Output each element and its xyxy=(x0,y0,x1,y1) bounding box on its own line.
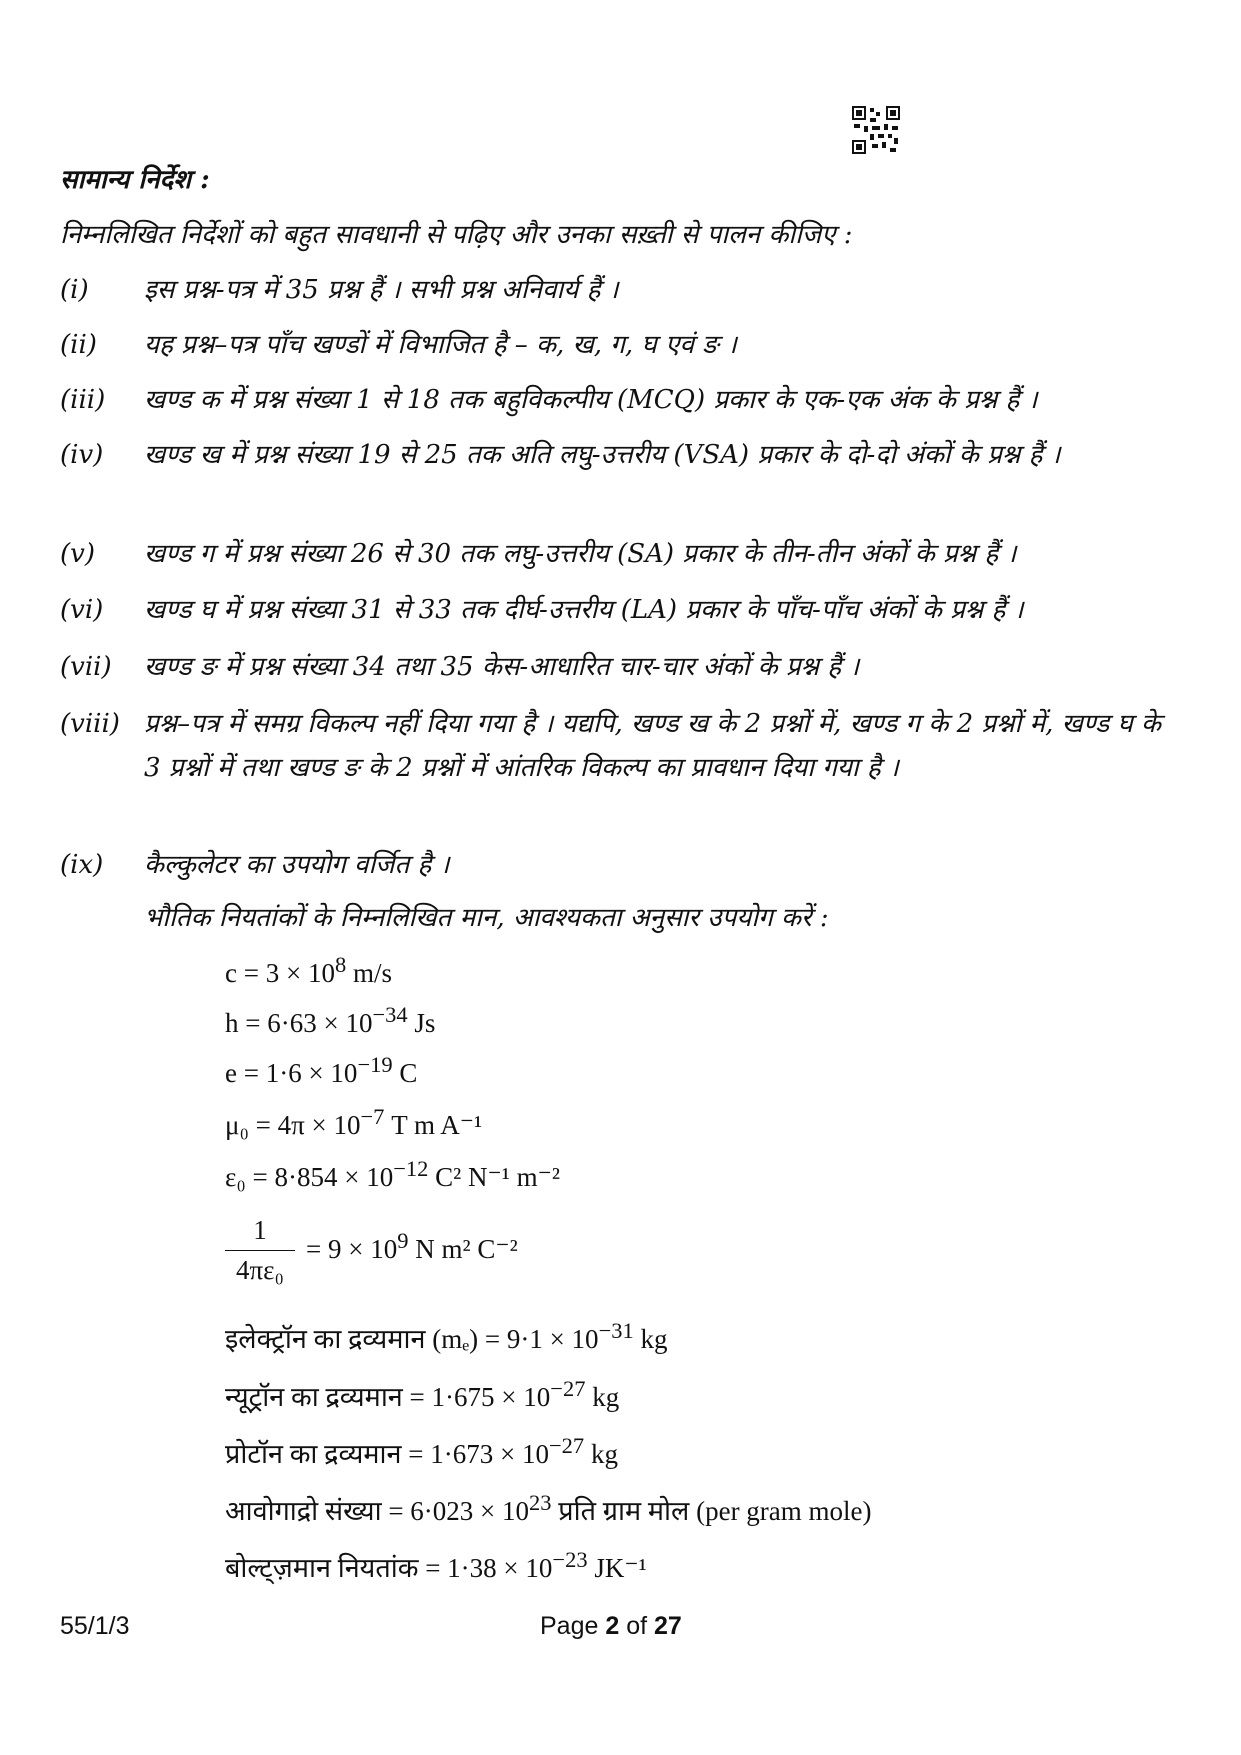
instructions-heading: सामान्य निर्देश : xyxy=(60,165,210,195)
constant-boltzmann: बोल्ट्ज़मान नियतांक = $1\cdot 38 \times 10^{-23}$ JK⁻¹ xyxy=(225,1547,647,1583)
item-text: प्रश्न–पत्र में समग्र विकल्प नहीं दिया गया है । यद्यपि, खण्ड ख के 2 प्रश्नों में, खण्ड ग के 2 प्रश्नों में, खण्ड घ के 3 प्रश्नों में तथा खण्ड ङ के 2 प्रश्नों में आंतरिक विकल्प का प्रावधान दिया गया है । xyxy=(144,709,1162,783)
constant-electron-mass: इलेक्ट्रॉन का द्रव्यमान $(m_e) = 9\cdot 1 \times 10^{-31}$ kg xyxy=(225,1318,668,1354)
item-number: (i) xyxy=(60,275,89,305)
item-text: खण्ड घ में प्रश्न संख्या 31 से 33 तक दीर्घ-उत्तरीय (LA) प्रकार के पाँच-पाँच अंकों के प्रश्न हैं । xyxy=(144,595,1024,625)
item-number: (iv) xyxy=(60,440,104,470)
fraction-one-over-4pi-epsilon xyxy=(225,1215,295,1286)
instruction-item xyxy=(60,702,1180,790)
page-indicator: Page 2 of 27 xyxy=(540,1612,682,1640)
item-number: (vi) xyxy=(60,595,104,625)
item-number: (v) xyxy=(60,539,95,569)
constant-h: $h = 6\cdot 63 \times 10^{-34}$ Js xyxy=(225,1002,436,1038)
instruction-item xyxy=(60,588,1180,632)
item-text: कैल्कुलेटर का उपयोग वर्जित है । xyxy=(144,850,450,880)
instruction-item xyxy=(60,843,1180,887)
item-text: यह प्रश्न–पत्र पाँच खण्डों में विभाजित है – क, ख, ग, घ एवं ङ । xyxy=(144,330,737,360)
constant-e: $e = 1\cdot 6 \times 10^{-19}$ C xyxy=(225,1052,418,1088)
item-text: इस प्रश्न-पत्र में 35 प्रश्न हैं । सभी प्रश्न अनिवार्य हैं । xyxy=(144,275,619,305)
instructions-intro: निम्नलिखित निर्देशों को बहुत सावधानी से पढ़िए और उनका सख़्ती से पालन कीजिए : xyxy=(60,220,853,250)
instruction-item xyxy=(60,645,1180,689)
constant-mu0: $\mu_0 = 4\pi \times 10^{-7}$ T m A⁻¹ xyxy=(225,1104,483,1140)
fraction-denominator: 4πε₀ xyxy=(236,1255,284,1285)
constants-intro: भौतिक नियतांकों के निम्नलिखित मान, आवश्यकता अनुसार उपयोग करें : xyxy=(144,903,829,933)
item-number: (ii) xyxy=(60,330,97,360)
item-text: खण्ड ख में प्रश्न संख्या 19 से 25 तक अति लघु-उत्तरीय (VSA) प्रकार के दो-दो अंकों के प्रश्न हैं । xyxy=(144,440,1061,470)
item-text: खण्ड ग में प्रश्न संख्या 26 से 30 तक लघु-उत्तरीय (SA) प्रकार के तीन-तीन अंकों के प्रश्न हैं । xyxy=(144,539,1017,569)
item-number: (ix) xyxy=(60,850,104,880)
constant-coulomb: = $9 \times 10^9$ N m² C⁻² xyxy=(306,1228,518,1264)
constant-avogadro: आवोगाद्रो संख्या = $6\cdot 023 \times 10^{23}$ प्रति ग्राम मोल (per gram mole) xyxy=(225,1490,872,1526)
item-text: खण्ड क में प्रश्न संख्या 1 से 18 तक बहुविकल्पीय (MCQ) प्रकार के एक-एक अंक के प्रश्न हैं । xyxy=(144,385,1038,415)
constant-epsilon0: $\varepsilon_0 = 8\cdot 854 \times 10^{-12}$ C² N⁻¹ m⁻² xyxy=(225,1156,560,1192)
fraction-numerator: 1 xyxy=(225,1215,295,1251)
item-text: खण्ड ङ में प्रश्न संख्या 34 तथा 35 केस-आधारित चार-चार अंकों के प्रश्न हैं । xyxy=(144,652,860,682)
instruction-item xyxy=(60,268,1180,312)
instruction-item xyxy=(60,433,1180,477)
constant-c: $c = 3 \times 10^8$ m/s xyxy=(225,952,392,988)
constant-proton-mass: प्रोटॉन का द्रव्यमान = $1\cdot 673 \times 10^{-27}$ kg xyxy=(225,1433,618,1469)
item-number: (iii) xyxy=(60,385,106,415)
qr-code-icon xyxy=(852,106,900,154)
constant-neutron-mass: न्यूट्रॉन का द्रव्यमान = $1\cdot 675 \times 10^{-27}$ kg xyxy=(225,1376,620,1412)
paper-code: 55/1/3 xyxy=(60,1612,130,1640)
instruction-item xyxy=(60,323,1180,367)
instruction-item xyxy=(60,378,1180,422)
item-number: (vii) xyxy=(60,652,112,682)
item-number: (viii) xyxy=(60,709,120,739)
instruction-item xyxy=(60,532,1180,576)
